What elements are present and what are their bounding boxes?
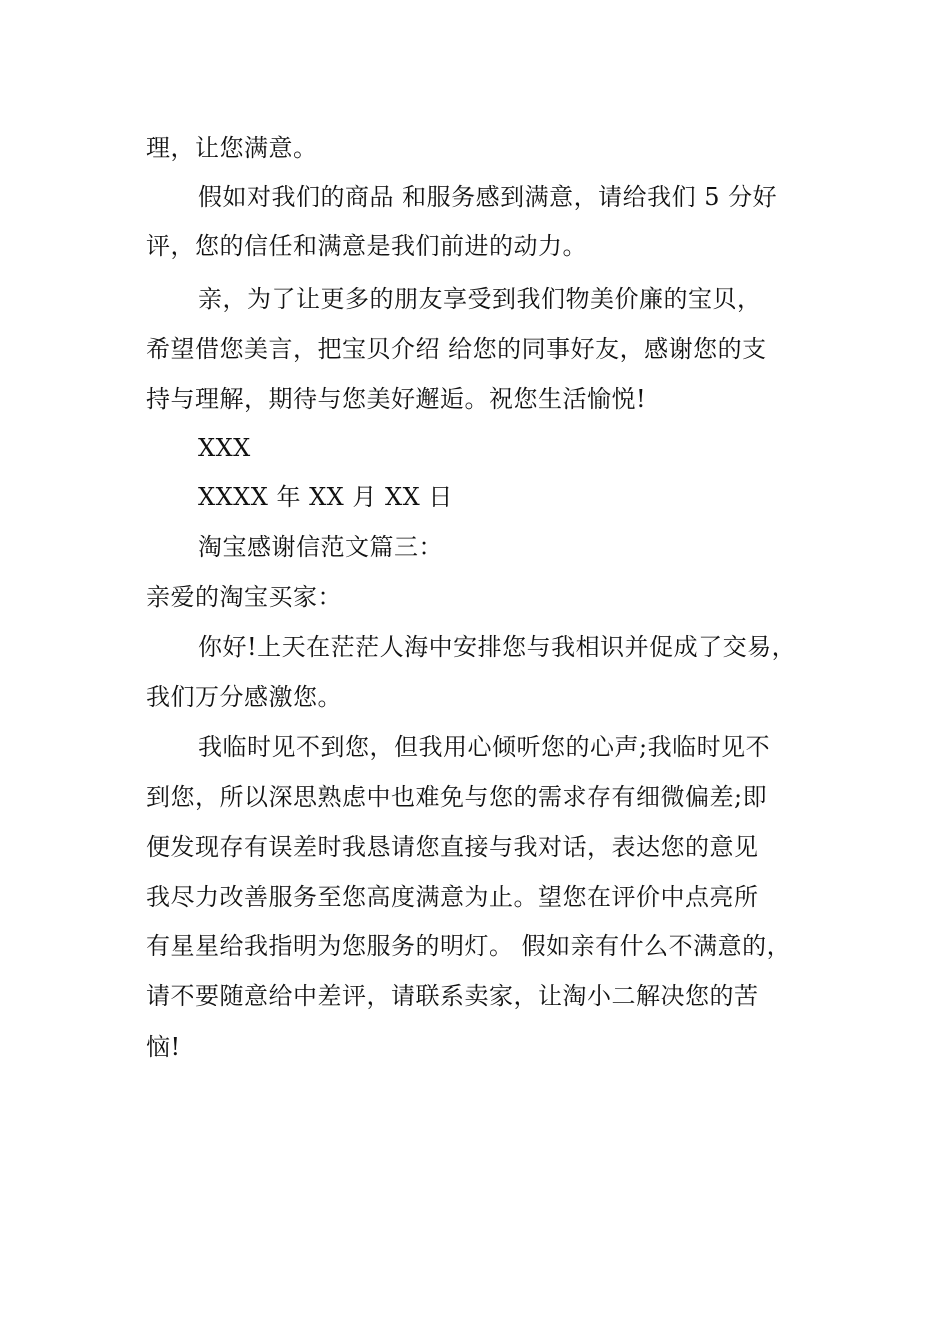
text-line-1: 理，让您满意。 <box>146 134 318 162</box>
text-line-3: 评，您的信任和满意是我们前进的动力。 <box>146 232 587 260</box>
text-line-5: 希望借您美言，把宝贝介绍 给您的同事好友，感谢您的支 <box>146 335 767 363</box>
salutation: 亲爱的淘宝买家： <box>146 583 342 611</box>
text-line-19: 恼! <box>146 1033 181 1061</box>
text-line-18: 请不要随意给中差评，请联系卖家，让淘小二解决您的苦 <box>146 982 759 1010</box>
text-line-2: 假如对我们的商品 和服务感到满意，请给我们 5 分好 <box>198 183 778 211</box>
signature-date: XXXX 年 XX 月 XX 日 <box>198 483 453 511</box>
section-heading: 淘宝感谢信范文篇三： <box>198 533 443 561</box>
text-line-15: 便发现存有误差时我恳请您直接与我对话，表达您的意见 <box>146 833 759 861</box>
text-line-17: 有星星给我指明为您服务的明灯。 假如亲有什么不满意的， <box>146 932 792 960</box>
text-line-14: 到您，所以深思熟虑中也难免与您的需求存有细微偏差;即 <box>146 783 768 811</box>
text-line-13: 我临时见不到您，但我用心倾听您的心声;我临时见不 <box>198 733 771 761</box>
text-line-4: 亲，为了让更多的朋友享受到我们物美价廉的宝贝， <box>198 285 762 313</box>
signature-name: XXX <box>198 434 251 462</box>
text-line-6: 持与理解，期待与您美好邂逅。祝您生活愉悦! <box>146 385 647 413</box>
text-line-11: 你好!上天在茫茫人海中安排您与我相识并促成了交易， <box>198 633 797 661</box>
text-line-12: 我们万分感激您。 <box>146 683 342 711</box>
text-line-16: 我尽力改善服务至您高度满意为止。望您在评价中点亮所 <box>146 883 759 911</box>
